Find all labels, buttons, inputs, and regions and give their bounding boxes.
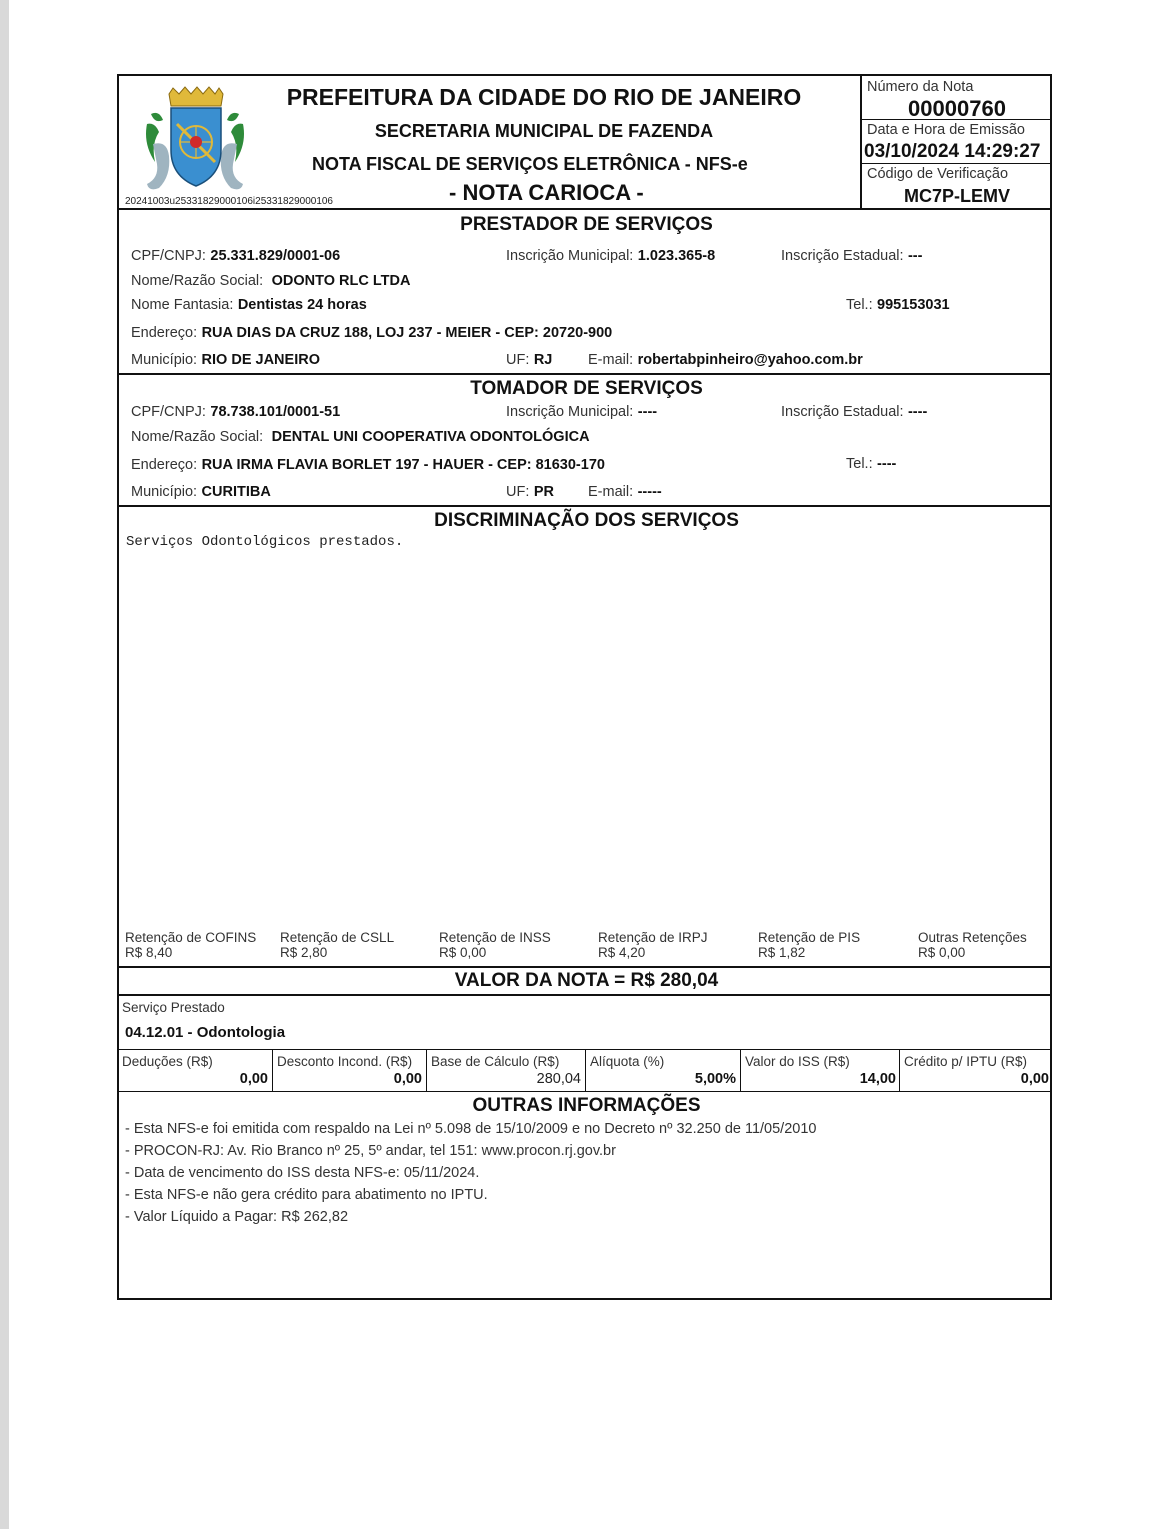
tributo-divider xyxy=(426,1050,427,1092)
outras-title: OUTRAS INFORMAÇÕES xyxy=(472,1095,701,1116)
header-title-line4: - NOTA CARIOCA - xyxy=(449,180,644,205)
prestador-razao: ODONTO RLC LTDA xyxy=(271,273,411,289)
servico-value: 04.12.01 - Odontologia xyxy=(125,1024,286,1041)
desconto-label: Desconto Incond. (R$) xyxy=(277,1054,413,1069)
tomador-razao-label: Nome/Razão Social: xyxy=(131,429,264,445)
prestador-ie: --- xyxy=(907,248,923,264)
deducoes-value: 0,00 xyxy=(239,1071,268,1087)
retencao-pis-label: Retenção de PIS xyxy=(758,930,861,945)
prestador-municipio-label: Município: xyxy=(131,352,198,368)
prestador-ie-label: Inscrição Estadual: xyxy=(781,248,904,264)
divider-tomador xyxy=(119,505,1050,507)
tributos-row xyxy=(119,1050,1050,1092)
prestador-im-row xyxy=(506,247,715,265)
prestador-cnpj: 25.331.829/0001-06 xyxy=(210,248,341,264)
retencao-cofins-label: Retenção de COFINS xyxy=(125,930,257,945)
prestador-municipio-row xyxy=(131,351,320,369)
tomador-municipio-row xyxy=(131,483,271,501)
tomador-razao: DENTAL UNI COOPERATIVA ODONTOLÓGICA xyxy=(271,429,590,445)
header-title-line2: SECRETARIA MUNICIPAL DE FAZENDA xyxy=(374,121,714,141)
prestador-ie-row xyxy=(781,247,922,265)
prestador-cnpj-label: CPF/CNPJ: xyxy=(131,248,206,264)
retencao-cofins xyxy=(125,930,256,960)
prestador-email-label: E-mail: xyxy=(588,352,634,368)
tomador-endereco-row xyxy=(131,456,605,474)
prestador-im-label: Inscrição Municipal: xyxy=(506,248,634,264)
outras-line-2: - PROCON-RJ: Av. Rio Branco nº 25, 5º andar, tel 151: www.procon.rj.gov.br xyxy=(125,1143,616,1159)
tomador-email-row xyxy=(588,483,662,501)
prestador-email-row xyxy=(588,351,863,369)
discriminacao-text: Serviços Odontológicos prestados. xyxy=(126,534,404,550)
prestador-endereco: RUA DIAS DA CRUZ 188, LOJ 237 - MEIER - CEP: 20720-900 xyxy=(201,325,613,341)
retencao-irpj xyxy=(598,930,708,960)
divider-retencoes xyxy=(119,966,1050,968)
servico-label: Serviço Prestado xyxy=(122,1000,225,1015)
divider-tributos xyxy=(119,1091,1050,1092)
retencao-csll xyxy=(280,930,394,960)
viewer-left-gutter xyxy=(0,0,9,1529)
tomador-endereco: RUA IRMA FLAVIA BORLET 197 - HAUER - CEP: 81630-170 xyxy=(201,457,605,473)
tomador-municipio-label: Município: xyxy=(131,484,198,500)
divider-header xyxy=(119,208,1050,210)
outras-line-3: - Data de vencimento do ISS desta NFS-e: 05/11/2024. xyxy=(125,1165,480,1181)
prestador-fantasia-label: Nome Fantasia: xyxy=(131,297,234,313)
retencao-inss-value: R$ 0,00 xyxy=(439,945,487,960)
info-box-line2 xyxy=(862,163,1052,164)
tomador-tel-row xyxy=(846,455,896,473)
tomador-tel-label: Tel.: xyxy=(846,456,873,472)
outras-line-1: - Esta NFS-e foi emitida com respaldo na Lei nº 5.098 de 15/10/2009 e no Decreto nº 32.250 de 11/05/2010 xyxy=(125,1121,817,1137)
tomador-im-row xyxy=(506,403,657,421)
numero-nota-label: Número da Nota xyxy=(867,79,974,95)
tomador-cnpj: 78.738.101/0001-51 xyxy=(210,404,341,420)
retencao-pis xyxy=(758,930,860,960)
header-title-line3: NOTA FISCAL DE SERVIÇOS ELETRÔNICA - NFS-e xyxy=(312,154,748,174)
prestador-cnpj-row xyxy=(131,247,340,265)
retencao-outras-value: R$ 0,00 xyxy=(918,945,966,960)
tomador-ie-row xyxy=(781,403,927,421)
tomador-uf-row xyxy=(506,483,554,501)
header-title-line1: PREFEITURA DA CIDADE DO RIO DE JANEIRO xyxy=(286,84,802,110)
retencao-irpj-value: R$ 4,20 xyxy=(598,945,646,960)
aliquota-label: Alíquota (%) xyxy=(590,1054,665,1069)
prestador-uf-label: UF: xyxy=(506,352,530,368)
retencao-inss xyxy=(439,930,551,960)
base-calculo-value: 280,04 xyxy=(536,1071,581,1087)
retencao-pis-value: R$ 1,82 xyxy=(758,945,806,960)
credito-iptu-label: Crédito p/ IPTU (R$) xyxy=(904,1054,1028,1069)
tomador-tel: ---- xyxy=(877,456,897,472)
header-code-string: 20241003u25331829000106i25331829000106 xyxy=(125,196,333,207)
tributo-divider xyxy=(740,1050,741,1092)
base-calculo-label: Base de Cálculo (R$) xyxy=(431,1054,560,1069)
tomador-im: ---- xyxy=(637,404,658,420)
tomador-endereco-label: Endereço: xyxy=(131,457,198,473)
outras-line-5: - Valor Líquido a Pagar: R$ 262,82 xyxy=(125,1209,349,1225)
tomador-cnpj-row xyxy=(131,403,340,421)
tomador-ie: ---- xyxy=(907,404,928,420)
valor-iss-label: Valor do ISS (R$) xyxy=(745,1054,850,1069)
prestador-municipio: RIO DE JANEIRO xyxy=(201,352,320,368)
prestador-endereco-row xyxy=(131,324,612,342)
tomador-email: ----- xyxy=(637,484,662,500)
prestador-im: 1.023.365-8 xyxy=(637,248,716,264)
valor-iss-value: 14,00 xyxy=(859,1071,896,1087)
codigo-verificacao-label: Código de Verificação xyxy=(867,166,1009,182)
divider-valor-nota xyxy=(119,994,1050,996)
tomador-municipio: CURITIBA xyxy=(201,484,271,500)
prestador-endereco-label: Endereço: xyxy=(131,325,198,341)
tomador-ie-label: Inscrição Estadual: xyxy=(781,404,904,420)
tomador-uf-label: UF: xyxy=(506,484,530,500)
tributo-divider xyxy=(899,1050,900,1092)
prestador-fantasia-row xyxy=(131,296,367,314)
retencao-irpj-label: Retenção de IRPJ xyxy=(598,930,708,945)
prestador-razao-label: Nome/Razão Social: xyxy=(131,273,264,289)
retencao-csll-label: Retenção de CSLL xyxy=(280,930,395,945)
tomador-email-label: E-mail: xyxy=(588,484,634,500)
outras-line-4: - Esta NFS-e não gera crédito para abatimento no IPTU. xyxy=(125,1187,488,1203)
desconto-value: 0,00 xyxy=(393,1071,422,1087)
tributo-divider xyxy=(272,1050,273,1092)
deducoes-label: Deduções (R$) xyxy=(122,1054,213,1069)
tomador-cnpj-label: CPF/CNPJ: xyxy=(131,404,206,420)
retencao-cofins-value: R$ 8,40 xyxy=(125,945,173,960)
codigo-verificacao-value: MC7P-LEMV xyxy=(903,186,1010,206)
data-emissao-value: 03/10/2024 14:29:27 xyxy=(864,141,1041,162)
retencao-outras xyxy=(918,930,1027,960)
prestador-email: robertabpinheiro@yahoo.com.br xyxy=(637,352,863,368)
prestador-razao-row xyxy=(131,272,410,290)
tomador-razao-row xyxy=(131,428,590,446)
discriminacao-title: DISCRIMINAÇÃO DOS SERVIÇOS xyxy=(434,510,739,531)
tomador-title: TOMADOR DE SERVIÇOS xyxy=(470,378,703,399)
numero-nota-value: 00000760 xyxy=(908,96,1006,121)
prestador-uf-row xyxy=(506,351,552,369)
credito-iptu-value: 0,00 xyxy=(1020,1071,1049,1087)
aliquota-value: 5,00% xyxy=(694,1071,736,1087)
prestador-tel-label: Tel.: xyxy=(846,297,873,313)
prestador-tel: 995153031 xyxy=(877,297,950,313)
prestador-uf: RJ xyxy=(533,352,553,368)
prestador-title: PRESTADOR DE SERVIÇOS xyxy=(460,214,713,235)
retencao-csll-value: R$ 2,80 xyxy=(280,945,328,960)
retencao-inss-label: Retenção de INSS xyxy=(439,930,551,945)
tributo-divider xyxy=(585,1050,586,1092)
tomador-im-label: Inscrição Municipal: xyxy=(506,404,634,420)
prestador-tel-row xyxy=(846,296,950,314)
prestador-fantasia: Dentistas 24 horas xyxy=(237,297,367,313)
retencao-outras-label: Outras Retenções xyxy=(918,930,1027,945)
tomador-uf: PR xyxy=(533,484,554,500)
nfse-document xyxy=(117,74,1052,1300)
divider-prestador xyxy=(119,373,1050,375)
valor-nota: VALOR DA NOTA = R$ 280,04 xyxy=(454,970,719,991)
data-emissao-label: Data e Hora de Emissão xyxy=(867,122,1025,138)
